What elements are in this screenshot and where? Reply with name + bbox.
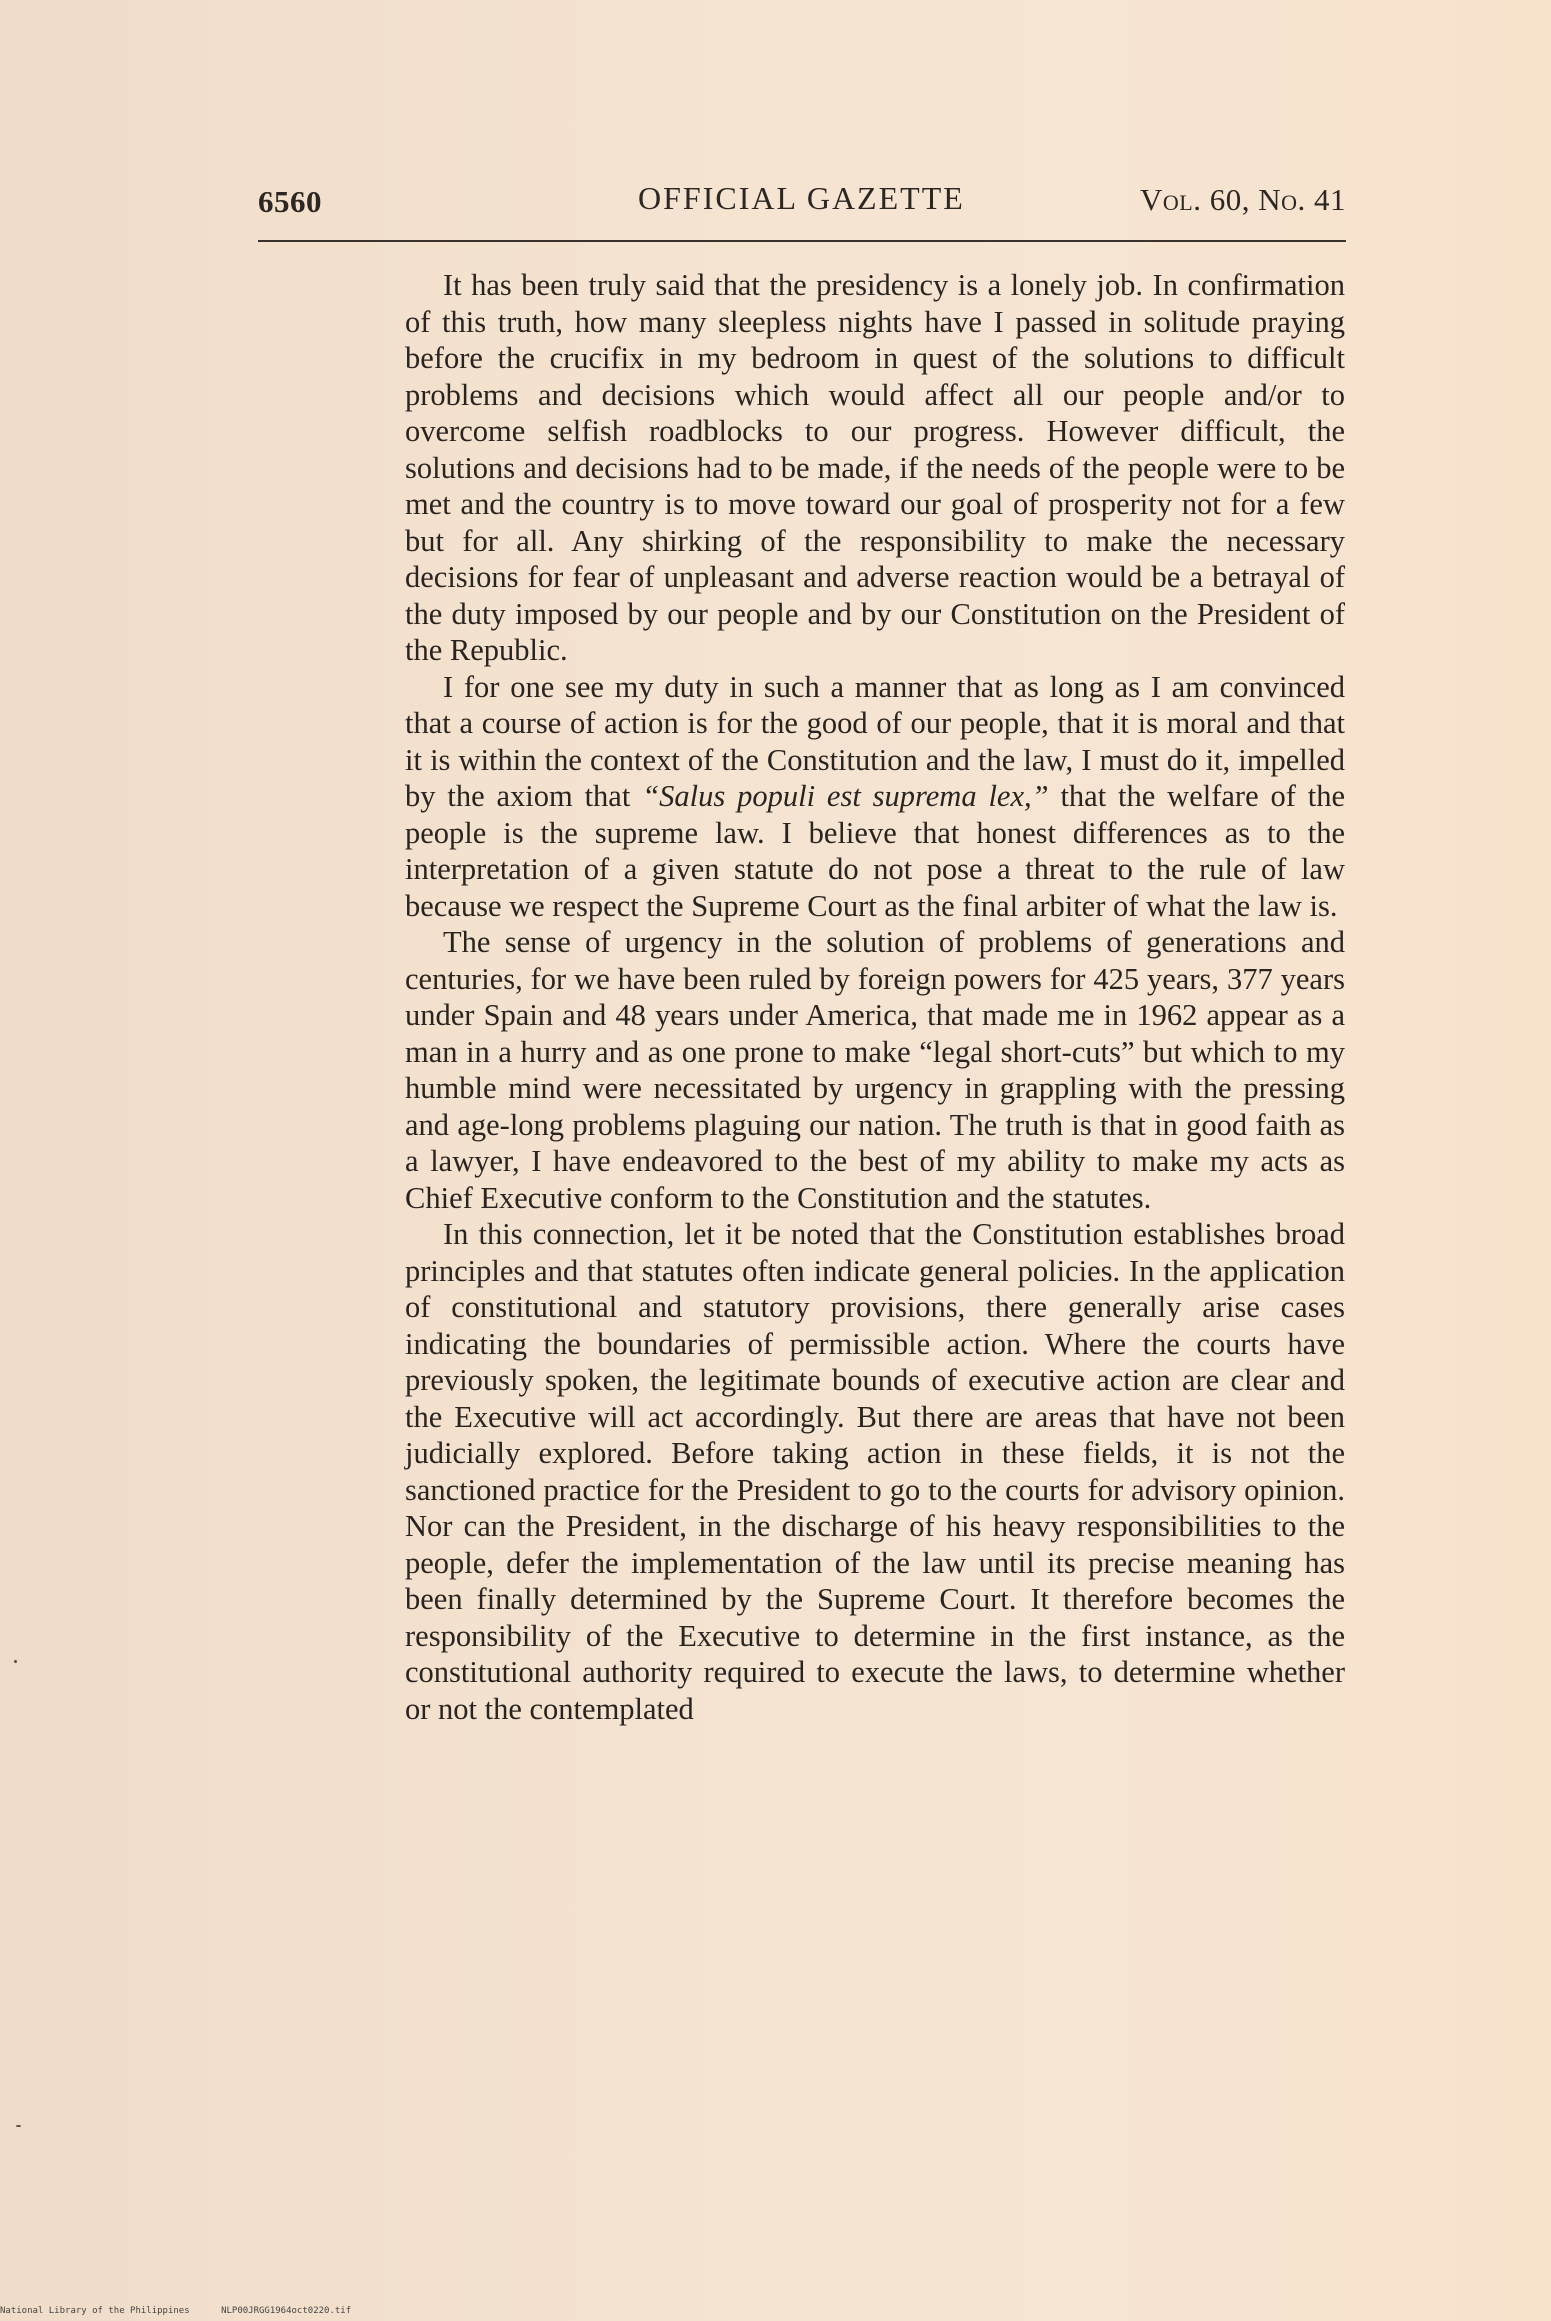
paragraph: In this connection, let it be noted that the Constitution establishes broad principles and that statutes often indicate general policies. In the application of constitutional and statutory provisions, there generally arise cases indicating the boundaries of permissible action. Where the courts have previously spoken, the legitimate bounds of executive action are clear and the Executive will act accordingly. But there are areas that have not been judicially explored. Before taking action in these fields, it is not the sanctioned practice for the President to go to the courts for advisory opinion. Nor can the President, in the discharge of his heavy responsibilities to the people, defer the implementation of the law until its precise meaning has been finally determined by the Supreme Court. It therefore becomes the responsibility of the Executive to determine in the first instance, as the constitutional authority required to execute the laws, to determine whether or not the contemplated	[405, 1217, 1345, 1726]
header-rule	[258, 240, 1346, 242]
article-body	[405, 267, 1345, 1727]
volume-number: Vol. 60, No. 41	[1140, 182, 1346, 217]
paper-speck	[16, 2125, 21, 2127]
scan-filename: NLP00JRGG1964oct0220.tif	[221, 2306, 352, 2316]
library-credit: National Library of the Philippines	[0, 2306, 190, 2316]
page-number: 6560	[258, 184, 322, 219]
paragraph: It has been truly said that the presidency is a lonely job. In confirmation of this truth, how many sleepless nights have I passed in solitude praying before the crucifix in my bedroom in quest of the solutions to difficult problems and decisions which would affect all our people and/or to overcome selfish roadblocks to our progress. However difficult, the solutions and decisions had to be made, if the needs of the people were to be met and the country is to move toward our goal of prosperity not for a few but for all. Any shirking of the responsibility to make the necessary decisions for fear of unpleasant and adverse reaction would be a betrayal of the duty imposed by our people and by our Constitution on the President of the Republic.	[405, 268, 1345, 667]
paragraph: I for one see my duty in such a manner that as long as I am convinced that a course of action is for the good of our people, that it is moral and that it is within the context of the Constitution and the law, I must do it, impelled by the axiom that “Salus populi est suprema lex,” that the welfare of the people is the supreme law. I believe that honest differences as to the interpretation of a given statute do not pose a threat to the rule of law because we respect the Supreme Court as the final arbiter of what the law is.	[405, 669, 1345, 923]
page-header	[258, 180, 1346, 230]
paper-speck	[14, 1660, 17, 1663]
latin-maxim: “Salus populi est suprema lex,”	[642, 779, 1049, 813]
journal-title: OFFICIAL GAZETTE	[638, 180, 965, 216]
paragraph: The sense of urgency in the solution of problems of generations and centuries, for we have been ruled by foreign powers for 425 years, 377 years under Spain and 48 years under America, that made me in 1962 appear as a man in a hurry and as one prone to make “legal short-cuts” but which to my humble mind were necessitated by urgency in grappling with the pressing and age-long problems plaguing our nation. The truth is that in good faith as a lawyer, I have endeavored to the best of my ability to make my acts as Chief Executive conform to the Constitution and the statutes.	[405, 925, 1345, 1215]
scan-footer	[0, 2306, 377, 2316]
